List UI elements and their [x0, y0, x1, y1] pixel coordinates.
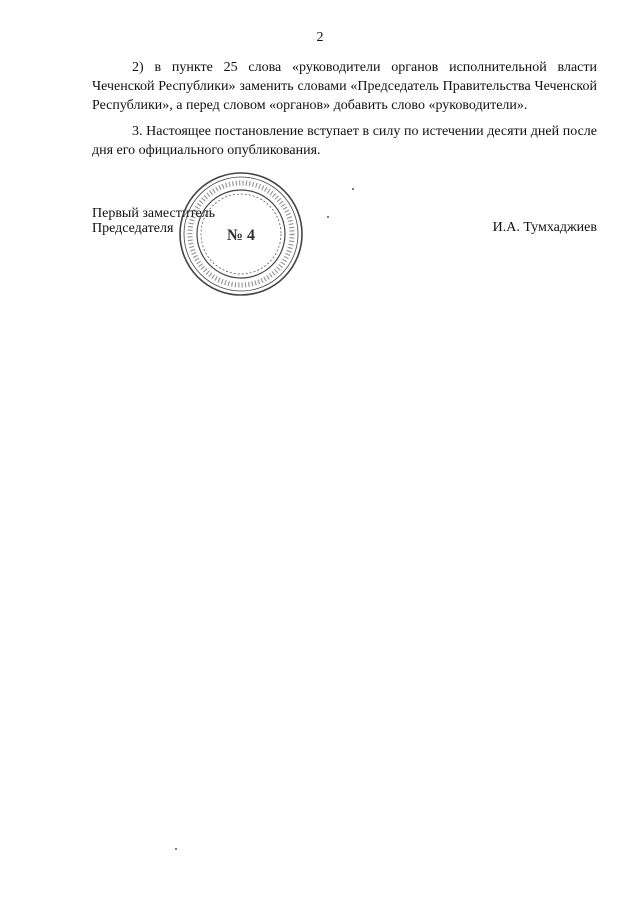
page-number: 2: [316, 30, 324, 45]
signatory-name: И.А. Тумхаджиев: [492, 220, 597, 235]
scan-speck: [352, 188, 354, 190]
stamp-number: № 4: [226, 227, 256, 244]
paragraph-item-2: 2) в пункте 25 слова «руководители органов исполнительной власти Чеченской Республики» заменить словами «Председатель Правительства Чеченской Республики», а перед словом «органов» добавить слово «руководители».: [92, 60, 597, 113]
scan-speck: [175, 848, 177, 850]
signatory-title-line-1: Первый заместитель: [92, 206, 216, 221]
signatory-title-line-2: Председателя: [92, 221, 174, 236]
paragraph-item-3: 3. Настоящее постановление вступает в силу по истечении десяти дней после дня его официального опубликования.: [92, 124, 597, 158]
round-seal-stamp-icon: [177, 170, 305, 298]
scan-speck: [327, 216, 329, 218]
